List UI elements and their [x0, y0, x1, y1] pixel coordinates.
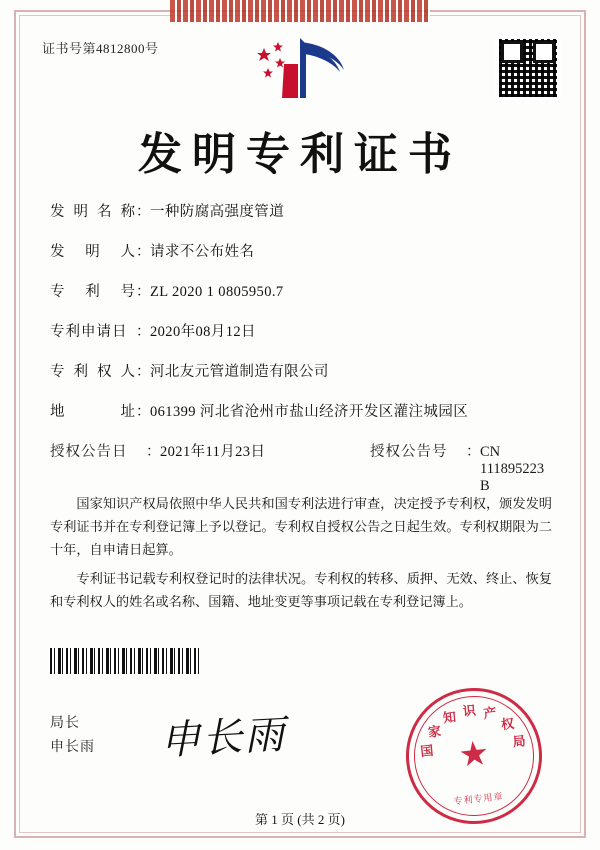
- director-role-label: 局长: [50, 716, 80, 731]
- field-colon: ：: [466, 444, 481, 460]
- field-inventor: [50, 240, 550, 261]
- field-grant-announcement: [50, 440, 550, 495]
- field-value: 2020年08月12日: [150, 324, 256, 340]
- grant-date-label: 授权公告日: [50, 444, 128, 460]
- field-value: 请求不公布姓名: [150, 244, 255, 260]
- field-label: 地 址: [50, 404, 136, 420]
- field-label: 专 利 权 人: [50, 364, 136, 380]
- director-name: 申长雨: [50, 739, 95, 755]
- field-value: 河北友元管道制造有限公司: [150, 364, 329, 380]
- field-colon: ：: [136, 204, 151, 220]
- field-patentee: [50, 360, 550, 381]
- field-application-date: [50, 320, 550, 341]
- certificate-fields: [50, 200, 550, 514]
- legal-text: [50, 492, 552, 619]
- seal-star-icon: ★: [456, 734, 491, 775]
- field-label: 发 明 名 称: [50, 204, 136, 220]
- cnipa-logo-icon: [240, 34, 360, 102]
- field-colon: ：: [136, 284, 151, 300]
- field-colon: ：: [136, 404, 151, 420]
- seal-char: 局: [511, 733, 527, 750]
- field-value: 一种防腐高强度管道: [150, 204, 285, 220]
- seal-char: 识: [461, 702, 477, 719]
- legal-paragraph-1: 国家知识产权局依照中华人民共和国专利法进行审查，决定授予专利权，颁发发明专利证书并在专利登记簿上予以登记。专利权自授权公告之日起生效。专利权期限为二十年，自申请日起算。: [50, 496, 552, 558]
- field-address: [50, 400, 550, 421]
- page-title: 发明专利证书: [138, 129, 462, 180]
- grant-number-label: 授权公告号: [370, 444, 448, 460]
- grant-date-value: 2021年11月23日: [160, 444, 266, 460]
- page-footer: 第 1 页 (共 2 页): [255, 812, 345, 827]
- seal-char: 产: [482, 704, 498, 722]
- seal-char: 权: [500, 715, 515, 733]
- legal-paragraph-2: 专利证书记载专利权登记时的法律状况。专利权的转移、质押、无效、终止、恢复和专利权人的姓名或名称、国籍、地址变更等事项记载在专利登记簿上。: [50, 571, 552, 610]
- qr-code-icon: [496, 36, 560, 100]
- seal-char: 知: [442, 709, 457, 726]
- field-colon: ：: [136, 324, 151, 340]
- field-patent-number: [50, 280, 550, 301]
- field-colon: ：: [136, 244, 151, 260]
- field-value: 061399 河北省沧州市盐山经济开发区灌注城园区: [150, 404, 469, 420]
- top-ornament-pattern: [170, 0, 430, 22]
- grant-number-value: CN 111895223 B: [480, 444, 545, 494]
- field-label: 发 明 人: [50, 244, 136, 260]
- field-colon: ：: [136, 364, 151, 380]
- barcode: [50, 648, 200, 674]
- seal-char: 国: [419, 742, 435, 760]
- seal-char: 家: [427, 723, 442, 740]
- field-label: 专 利 号: [50, 284, 136, 300]
- field-value: ZL 2020 1 0805950.7: [150, 284, 284, 300]
- seal-bottom-text: 专利专用章: [453, 791, 504, 807]
- handwritten-signature: 申长雨: [159, 711, 288, 765]
- field-invention-name: [50, 200, 550, 221]
- field-label: 专利申请日: [50, 324, 128, 340]
- signature-block: [50, 712, 95, 760]
- certificate-number: 证书号第4812800号: [42, 41, 159, 56]
- field-colon: ：: [146, 444, 161, 460]
